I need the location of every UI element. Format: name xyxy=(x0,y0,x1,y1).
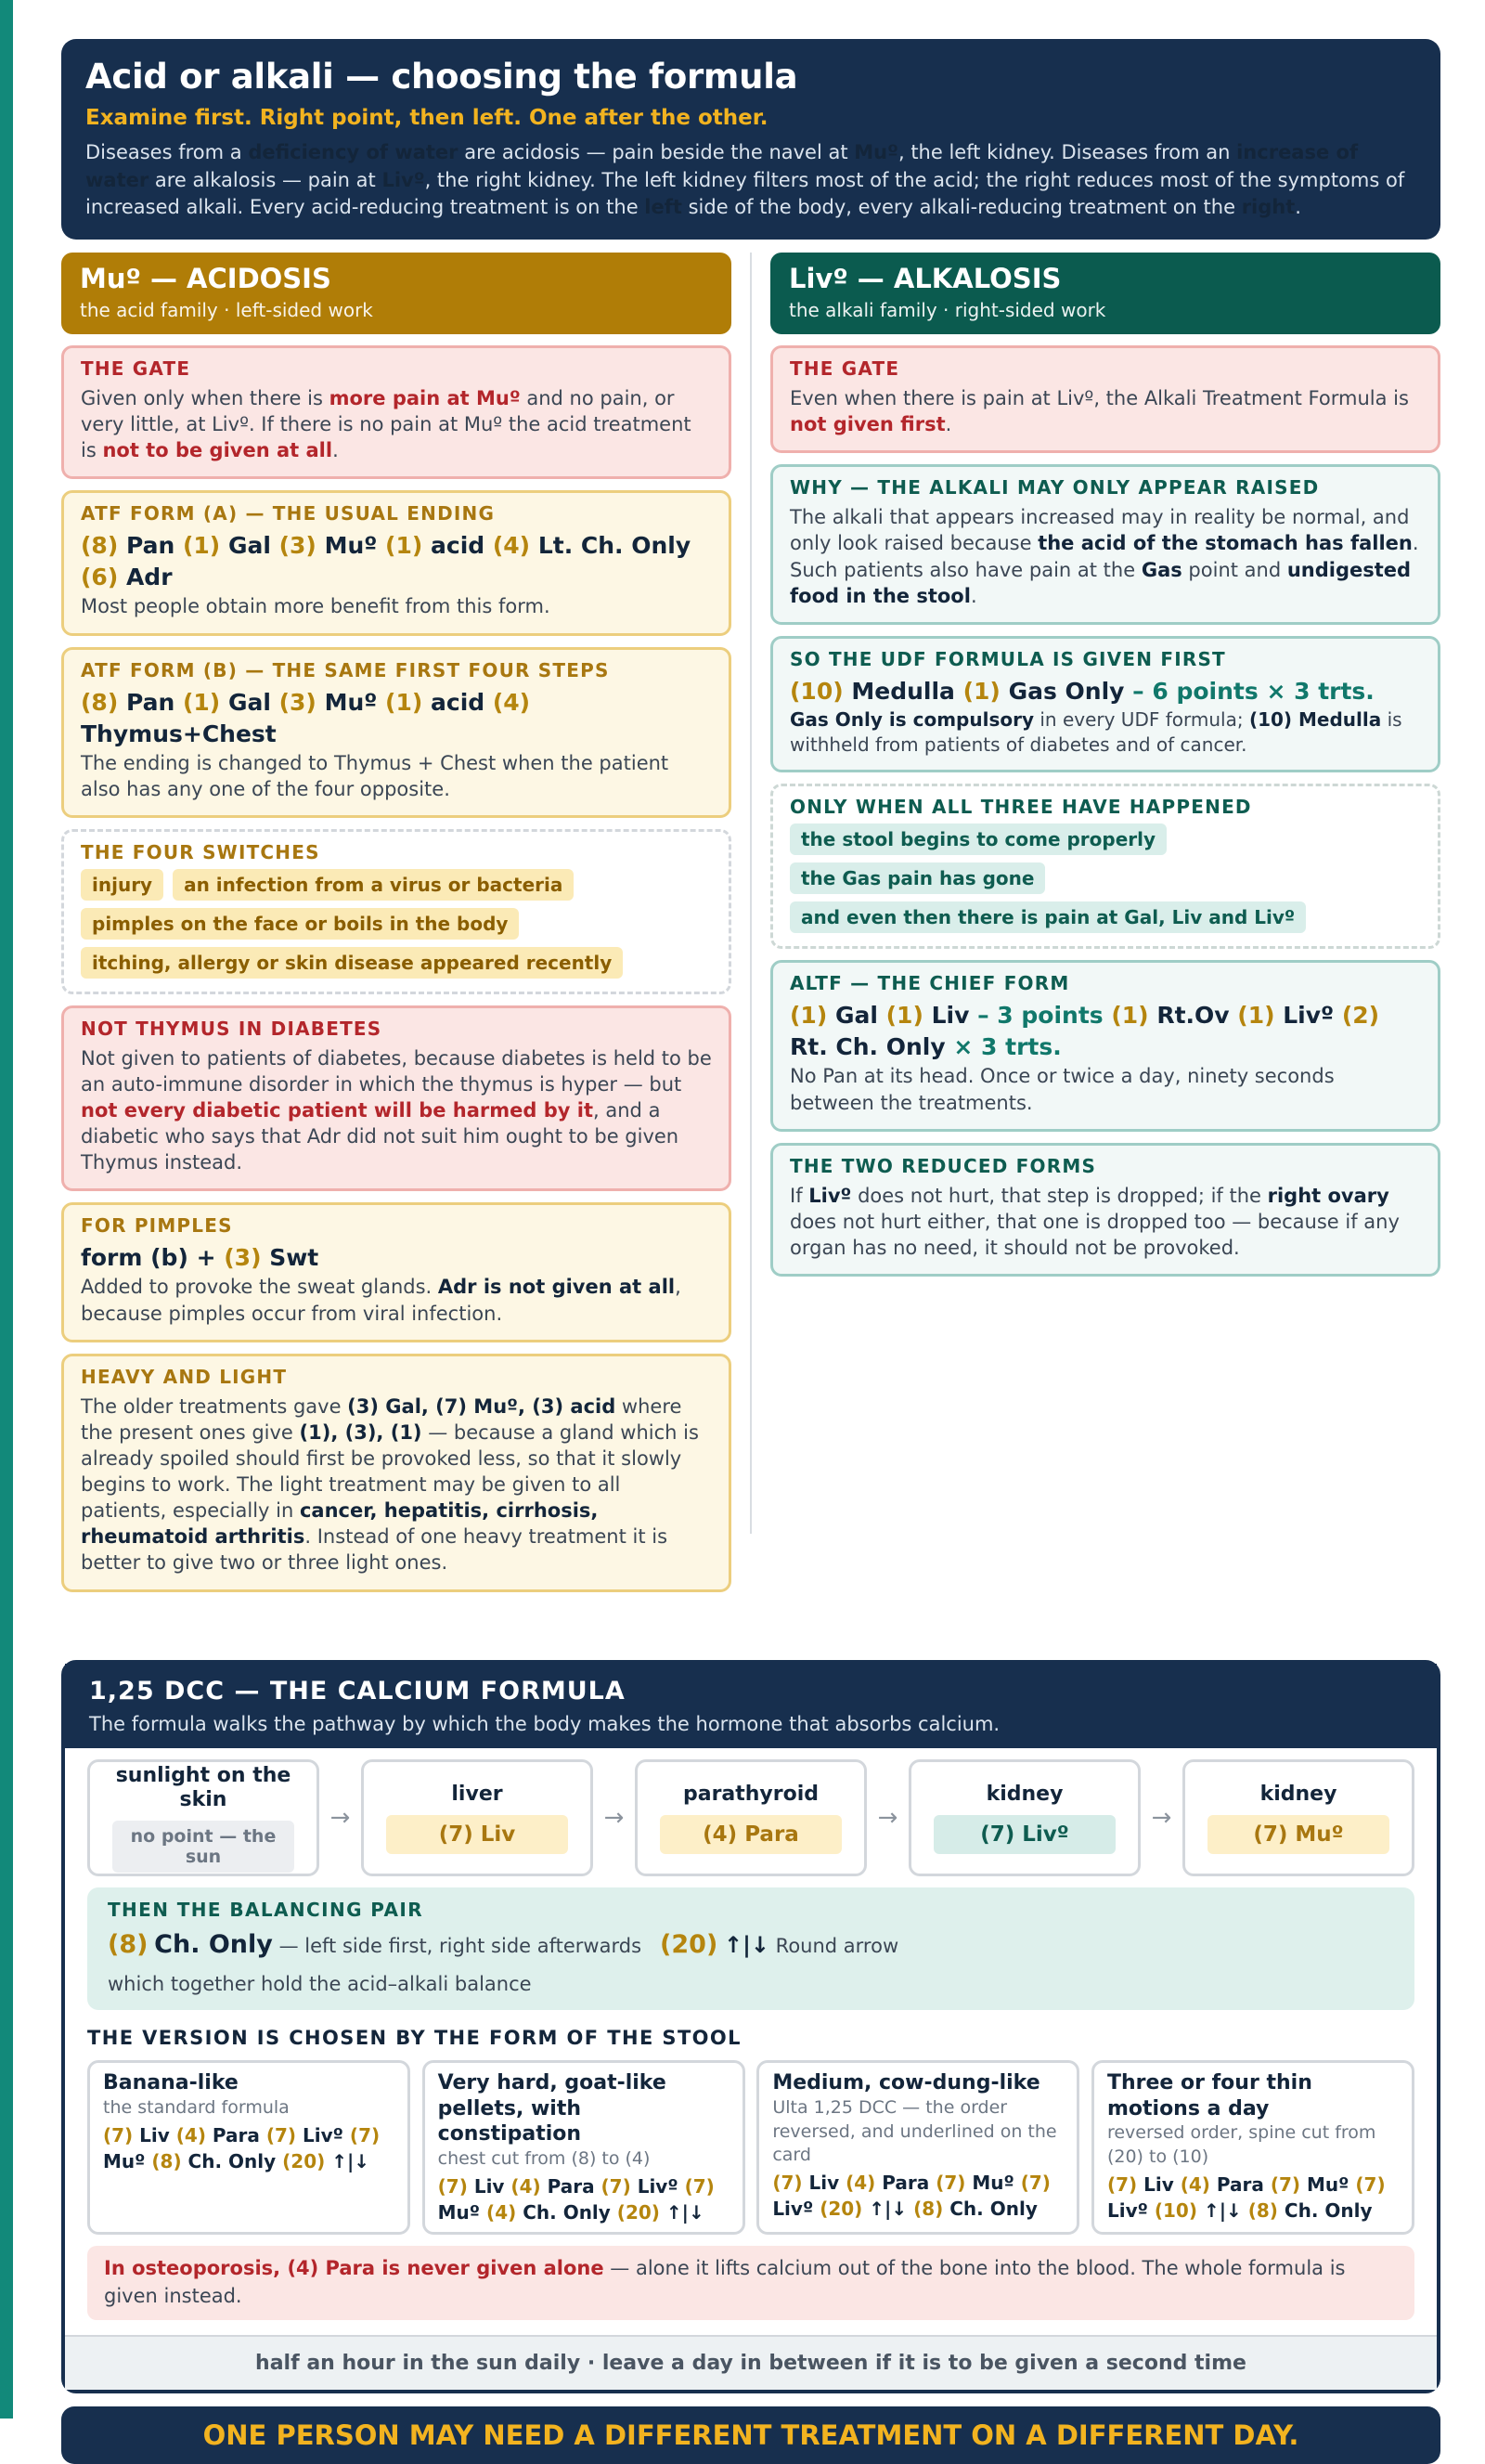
version-formula: (7) Liv (4) Para (7) Livº (7) Muº (4) Ch. Only (20) ↑|↓ xyxy=(437,2174,715,2224)
version-card xyxy=(1091,2060,1414,2235)
switch-chip: pimples on the face or boils in the body xyxy=(81,908,519,940)
left-accent-stripe xyxy=(0,0,13,2419)
version-formula: (7) Liv (4) Para (7) Muº (7) Livº (10) ↑|↓ (8) Ch. Only xyxy=(1106,2172,1386,2222)
version-card xyxy=(87,2060,410,2235)
heavy-light-card xyxy=(61,1354,731,1592)
calcium-footer: half an hour in the sun daily · leave a day in between if it is to be given a second time xyxy=(65,2335,1437,2390)
alkalosis-subtitle: the alkali family · right-sided work xyxy=(789,299,1106,322)
reduced-forms-card xyxy=(770,1143,1440,1277)
formula: form (b) + (3) Swt xyxy=(81,1244,319,1272)
condition-chip: the stool begins to come properly xyxy=(790,823,1167,855)
card-heading: SO THE UDF FORMULA IS GIVEN FIRST xyxy=(790,647,1226,670)
card-text: Added to provoke the sweat glands. Adr is not given at all, because pimples occur from viral infection. xyxy=(81,1276,681,1325)
step-label: kidney xyxy=(986,1783,1064,1807)
atf-form-a-card xyxy=(61,490,731,635)
arrow-right-icon: → xyxy=(1151,1804,1172,1833)
switch-chip: injury xyxy=(81,869,163,901)
step-point: (7) Livº xyxy=(934,1815,1116,1854)
osteoporosis-note: In osteoporosis, (4) Para is never given alone — alone it lifts calcium out of the bone into the blood. The whole formula is given instead. xyxy=(87,2246,1414,2320)
acid-gate-card xyxy=(61,345,731,479)
card-text: Even when there is pain at Livº, the Alkali Treatment Formula is not given first. xyxy=(790,387,1409,436)
switch-chip: itching, allergy or skin disease appeared recently xyxy=(81,947,623,979)
card-heading: THE TWO REDUCED FORMS xyxy=(790,1154,1097,1177)
column-divider xyxy=(750,253,752,1534)
card-text: Most people obtain more benefit from this form. xyxy=(81,595,550,618)
card-heading: THE GATE xyxy=(790,357,900,381)
step-label: liver xyxy=(451,1783,503,1807)
acidosis-title: Muº — ACIDOSIS xyxy=(80,263,331,295)
balancing-summary: which together hold the acid–alkali balance xyxy=(108,1972,532,1995)
pathway-step xyxy=(909,1759,1141,1876)
card-heading: FOR PIMPLES xyxy=(81,1214,233,1238)
diabetes-card xyxy=(61,1005,731,1192)
card-heading: THE GATE xyxy=(81,357,191,381)
step-label: kidney xyxy=(1259,1783,1337,1807)
arrow-right-icon: → xyxy=(603,1804,625,1833)
balancing-point: Round arrow xyxy=(775,1935,899,1958)
version-note: Ulta 1,25 DCC — the order reversed, and underlined on the card xyxy=(772,2096,1057,2166)
card-text: If Livº does not hurt, that step is dropped; if the right ovary does not hurt either, that one is dropped too — because if any organ has no need, it should not be provoked. xyxy=(790,1184,1400,1259)
step-point: (7) Liv xyxy=(386,1815,568,1854)
page-title: Acid or alkali — choosing the formula xyxy=(85,57,798,97)
step-point: (7) Muº xyxy=(1207,1815,1389,1854)
two-columns xyxy=(61,253,1440,1660)
card-text: Not given to patients of diabetes, because diabetes is held to be an auto-immune disorder in which the thymus is hyper — but not every diabetic patient will be harmed by it, and a diabetic who says that Adr did not suit him ought to be given Thymus instead. xyxy=(81,1046,712,1174)
atf-form-b-card xyxy=(61,647,731,818)
alkali-gate-card xyxy=(770,345,1440,453)
pathway-step xyxy=(87,1759,319,1876)
pathway-step xyxy=(1182,1759,1414,1876)
version-formula: (7) Liv (4) Para (7) Muº (7) Livº (20) ↑|↓ (8) Ch. Only xyxy=(772,2171,1051,2220)
card-heading: HEAVY AND LIGHT xyxy=(81,1365,288,1388)
formula: (8) Pan (1) Gal (3) Muº (1) acid (4) Thymus+Chest xyxy=(81,688,531,747)
formula: (8) Pan (1) Gal (3) Muº (1) acid (4) Lt. Ch. Only (6) Adr xyxy=(81,532,691,591)
four-switches-card xyxy=(61,829,731,994)
calcium-title: 1,25 DCC — THE CALCIUM FORMULA xyxy=(89,1677,626,1706)
calcium-body xyxy=(65,1748,1437,2320)
card-heading: ATF FORM (A) — THE USUAL ENDING xyxy=(81,502,496,525)
step-point: no point — the sun xyxy=(112,1821,294,1873)
switch-chip: an infection from a virus or bacteria xyxy=(173,869,574,901)
pathway-step xyxy=(361,1759,593,1876)
version-title: Banana-like xyxy=(103,2071,239,2095)
pathway-flow xyxy=(87,1759,1414,1876)
step-label: sunlight on the skin xyxy=(115,1764,291,1812)
version-title: Very hard, goat-like pellets, with constipation xyxy=(437,2071,666,2146)
calcium-formula-panel xyxy=(61,1660,1440,2393)
step-label: parathyroid xyxy=(682,1783,820,1807)
pathway-step xyxy=(635,1759,867,1876)
card-heading: ATF FORM (B) — THE SAME FIRST FOUR STEPS xyxy=(81,658,610,681)
calcium-header xyxy=(65,1664,1437,1748)
version-note: chest cut from (8) to (4) xyxy=(437,2147,651,2169)
card-text: Gas Only is compulsory in every UDF formula; (10) Medulla is withheld from patients of diabetes and of cancer. xyxy=(790,707,1402,756)
alkalosis-column xyxy=(770,253,1440,1288)
udf-card xyxy=(770,636,1440,773)
card-text: The alkali that appears increased may in reality be normal, and only look raised because the acid of the stomach has fallen. Such patients also have pain at the Gas point and undigested food in the stool. xyxy=(790,506,1419,607)
balancing-number: (8) xyxy=(108,1930,148,1960)
alkalosis-header xyxy=(770,253,1440,334)
page xyxy=(61,39,1440,2464)
acidosis-header xyxy=(61,253,731,334)
arrow-right-icon: → xyxy=(329,1804,351,1833)
card-heading: ALTF — THE CHIEF FORM xyxy=(790,972,1070,995)
condition-chip: the Gas pain has gone xyxy=(790,862,1045,894)
page-header xyxy=(61,39,1440,240)
card-text: The ending is changed to Thymus + Chest when the patient also has any one of the four opposite. xyxy=(81,751,669,800)
altf-card xyxy=(770,960,1440,1131)
card-heading: ONLY WHEN ALL THREE HAVE HAPPENED xyxy=(790,796,1252,819)
balancing-line xyxy=(108,1926,1394,1965)
balancing-heading: THEN THE BALANCING PAIR xyxy=(108,1899,424,1922)
acidosis-subtitle: the acid family · left-sided work xyxy=(80,299,373,322)
bottom-banner: ONE PERSON MAY NEED A DIFFERENT TREATMENT ON A DIFFERENT DAY. xyxy=(61,2406,1440,2464)
card-heading: WHY — THE ALKALI MAY ONLY APPEAR RAISED xyxy=(790,476,1320,499)
card-heading: THE FOUR SWITCHES xyxy=(81,840,320,863)
version-title: Medium, cow-dung-like xyxy=(772,2071,1040,2095)
card-text: Given only when there is more pain at Muº and no pain, or very little, at Livº. If there is no pain at Muº the acid treatment is not to be given at all. xyxy=(81,387,691,462)
version-note: the standard formula xyxy=(103,2096,290,2118)
versions-heading: THE VERSION IS CHOSEN BY THE FORM OF THE STOOL xyxy=(87,2027,742,2050)
step-point: (4) Para xyxy=(660,1815,842,1854)
condition-chip: and even then there is pain at Gal, Liv and Livº xyxy=(790,901,1306,933)
alkalosis-title: Livº — ALKALOSIS xyxy=(789,263,1062,295)
balancing-note: — left side first, right side afterwards xyxy=(278,1935,642,1958)
why-card xyxy=(770,464,1440,625)
pimples-card xyxy=(61,1202,731,1342)
formula: (1) Gal (1) Liv – 3 points (1) Rt.Ov (1) Livº (2) Rt. Ch. Only × 3 trts. xyxy=(790,1002,1380,1061)
balancing-pair xyxy=(87,1887,1414,2010)
all-three-card xyxy=(770,784,1440,949)
card-heading: NOT THYMUS IN DIABETES xyxy=(81,1017,382,1040)
intro-paragraph: Diseases from a deficiency of water are acidosis — pain beside the navel at Muº, the left kidney. Diseases from an increase of water are alkalosis — pain at Livº, the right kidney. The left kidney filters most of the acid; the right reduces most of the symptoms of increased alkali. Every acid-reducing treatment is on the left side of the body, every alkali-reducing treatment on the right. xyxy=(85,141,1405,219)
version-card xyxy=(422,2060,745,2235)
page-subtitle: Examine first. Right point, then left. One after the other. xyxy=(85,106,768,131)
arrow-right-icon: → xyxy=(877,1804,898,1833)
calcium-subtitle: The formula walks the pathway by which the body makes the hormone that absorbs calcium. xyxy=(89,1713,1001,1736)
card-text: No Pan at its head. Once or twice a day, ninety seconds between the treatments. xyxy=(790,1065,1335,1114)
formula: (10) Medulla (1) Gas Only – 6 points × 3 trts. xyxy=(790,677,1375,705)
condition-chips xyxy=(790,823,1421,933)
version-note: reversed order, spine cut from (20) to (10) xyxy=(1106,2122,1376,2168)
versions-row xyxy=(87,2060,1414,2235)
version-formula: (7) Liv (4) Para (7) Livº (7) Muº (8) Ch. Only (20) ↑|↓ xyxy=(103,2123,381,2172)
card-text: The older treatments gave (3) Gal, (7) Muº, (3) acid where the present ones give (1), (3), (1) — because a gland which is already spoiled should first be provoked less, so that it slowly begins to work. The light treatment may be given to all patients, especially in cancer, hepatitis, cirrhosis, rheumatoid arthritis. Instead of one heavy treatment it is better to give two or three light ones. xyxy=(81,1394,699,1575)
version-card xyxy=(756,2060,1079,2235)
acidosis-column xyxy=(61,253,731,1602)
version-title: Three or four thin motions a day xyxy=(1106,2071,1312,2120)
switch-chips xyxy=(81,869,712,979)
balancing-number: (20) xyxy=(660,1930,718,1960)
balancing-point: Ch. Only xyxy=(154,1930,273,1960)
round-arrow-icon: ↑|↓ xyxy=(724,1932,769,1959)
